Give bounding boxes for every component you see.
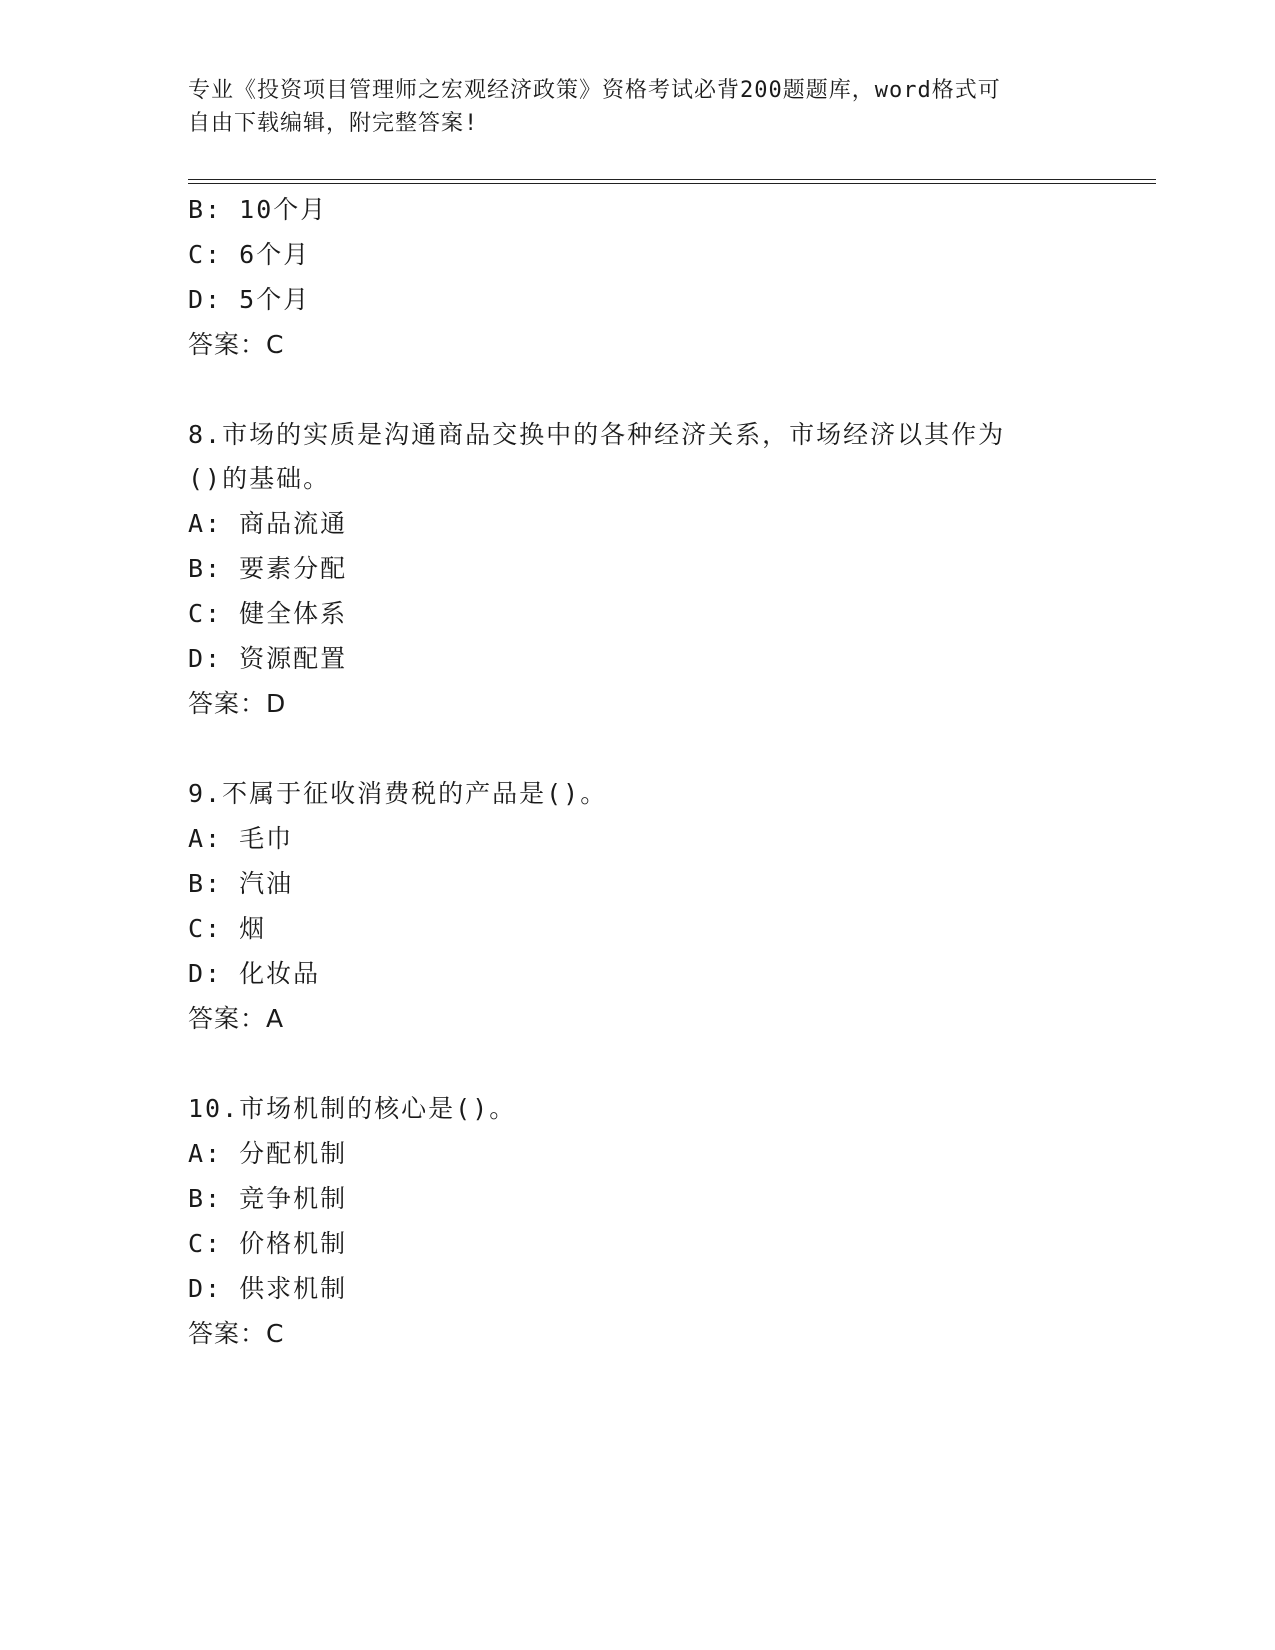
q7-answer: 答案：C — [188, 330, 285, 359]
q8-option-b: B: 要素分配 — [188, 554, 348, 583]
header-line-2: 自由下载编辑，附完整答案! — [188, 111, 479, 136]
q9-option-d: D: 化妆品 — [188, 959, 321, 988]
q10-stem: 10.市场机制的核心是()。 — [188, 1094, 517, 1123]
q8-stem-line-1: 8.市场的实质是沟通商品交换中的各种经济关系，市场经济以其作为 — [188, 420, 1006, 449]
q7-option-d: D: 5个月 — [188, 285, 311, 314]
q8-option-d: D: 资源配置 — [188, 644, 348, 673]
q9-option-b: B: 汽油 — [188, 869, 294, 898]
q9-option-a: A: 毛巾 — [188, 824, 294, 853]
header-divider-bottom — [188, 183, 1156, 184]
q10-option-b: B: 竞争机制 — [188, 1184, 348, 1213]
q8-option-a: A: 商品流通 — [188, 509, 348, 538]
q8-answer: 答案：D — [188, 689, 287, 718]
q8-stem-line-2: ()的基础。 — [188, 464, 331, 493]
q9-option-c: C: 烟 — [188, 914, 267, 943]
q10-option-c: C: 价格机制 — [188, 1229, 348, 1258]
q7-option-b: B: 10个月 — [188, 195, 328, 224]
q9-answer: 答案：A — [188, 1004, 285, 1033]
q10-answer: 答案：C — [188, 1319, 285, 1348]
q7-option-c: C: 6个月 — [188, 240, 311, 269]
header-line-1: 专业《投资项目管理师之宏观经济政策》资格考试必背200题题库，word格式可 — [188, 78, 1001, 103]
q8-option-c: C: 健全体系 — [188, 599, 348, 628]
header-divider-top — [188, 179, 1156, 180]
q10-option-d: D: 供求机制 — [188, 1274, 348, 1303]
q10-option-a: A: 分配机制 — [188, 1139, 348, 1168]
document-header — [188, 74, 1068, 140]
q9-stem: 9.不属于征收消费税的产品是()。 — [188, 779, 608, 808]
